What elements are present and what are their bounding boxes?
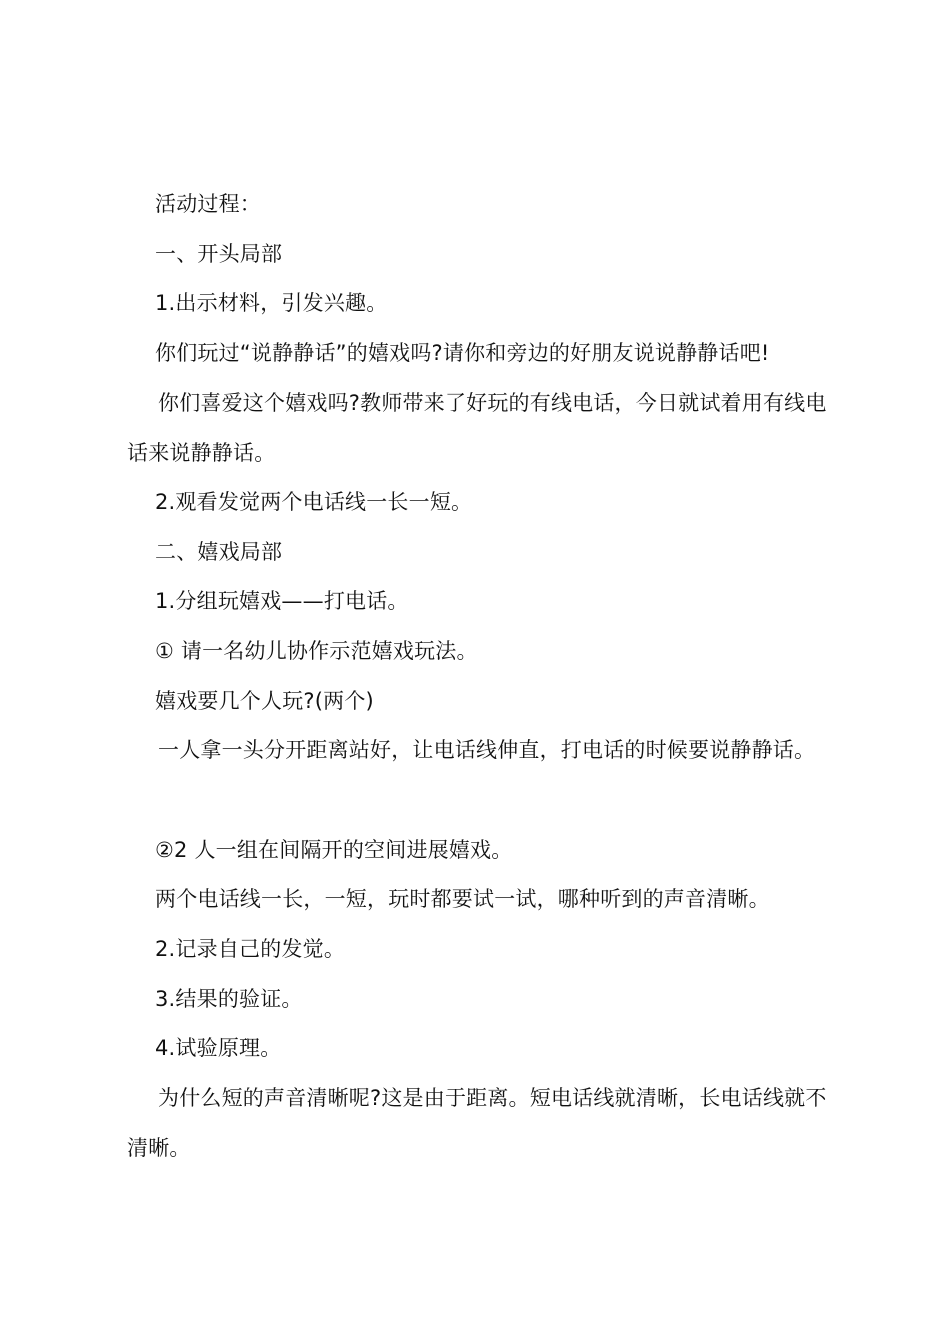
paragraph-verify-results: 3.结果的验证。 xyxy=(155,987,303,1011)
paragraph-record-findings: 2.记录自己的发觉。 xyxy=(155,937,346,961)
paragraph-how-many-players: 嬉戏要几个人玩?(两个) xyxy=(155,689,374,713)
paragraph-hold-ends: 一人拿一头分开距离站好，让电话线伸直，打电话的时候要说静静话。 xyxy=(158,738,816,762)
paragraph-pairs-play: ②2 人一组在间隔开的空间进展嬉戏。 xyxy=(155,838,513,862)
paragraph-group-play: 1.分组玩嬉戏——打电话。 xyxy=(155,589,409,613)
paragraph-whisper-game-question: 你们玩过“说静静话”的嬉戏吗?请你和旁边的好朋友说说静静话吧! xyxy=(155,341,770,365)
paragraph-step-2-observe: 2.观看发觉两个电话线一长一短。 xyxy=(155,490,473,514)
paragraph-demo-child: ① 请一名幼儿协作示范嬉戏玩法。 xyxy=(155,639,478,663)
paragraph-experiment-principle: 4.试验原理。 xyxy=(155,1036,282,1060)
paragraph-why-short-clear: 为什么短的声音清晰呢?这是由于距离。短电话线就清晰，长电话线就不清晰。 xyxy=(127,1086,827,1160)
paragraph-wired-phone-intro: 你们喜爱这个嬉戏吗?教师带来了好玩的有线电话，今日就试着用有线电话来说静静话。 xyxy=(127,391,827,465)
section-heading-opening: 一、开头局部 xyxy=(155,242,283,266)
paragraph-long-short-lines: 两个电话线一长，一短，玩时都要试一试，哪种听到的声音清晰。 xyxy=(155,887,770,911)
section-heading-game: 二、嬉戏局部 xyxy=(155,540,283,564)
paragraph-step-1-show-materials: 1.出示材料，引发兴趣。 xyxy=(155,291,388,315)
section-heading-activity-process: 活动过程： xyxy=(155,192,261,216)
